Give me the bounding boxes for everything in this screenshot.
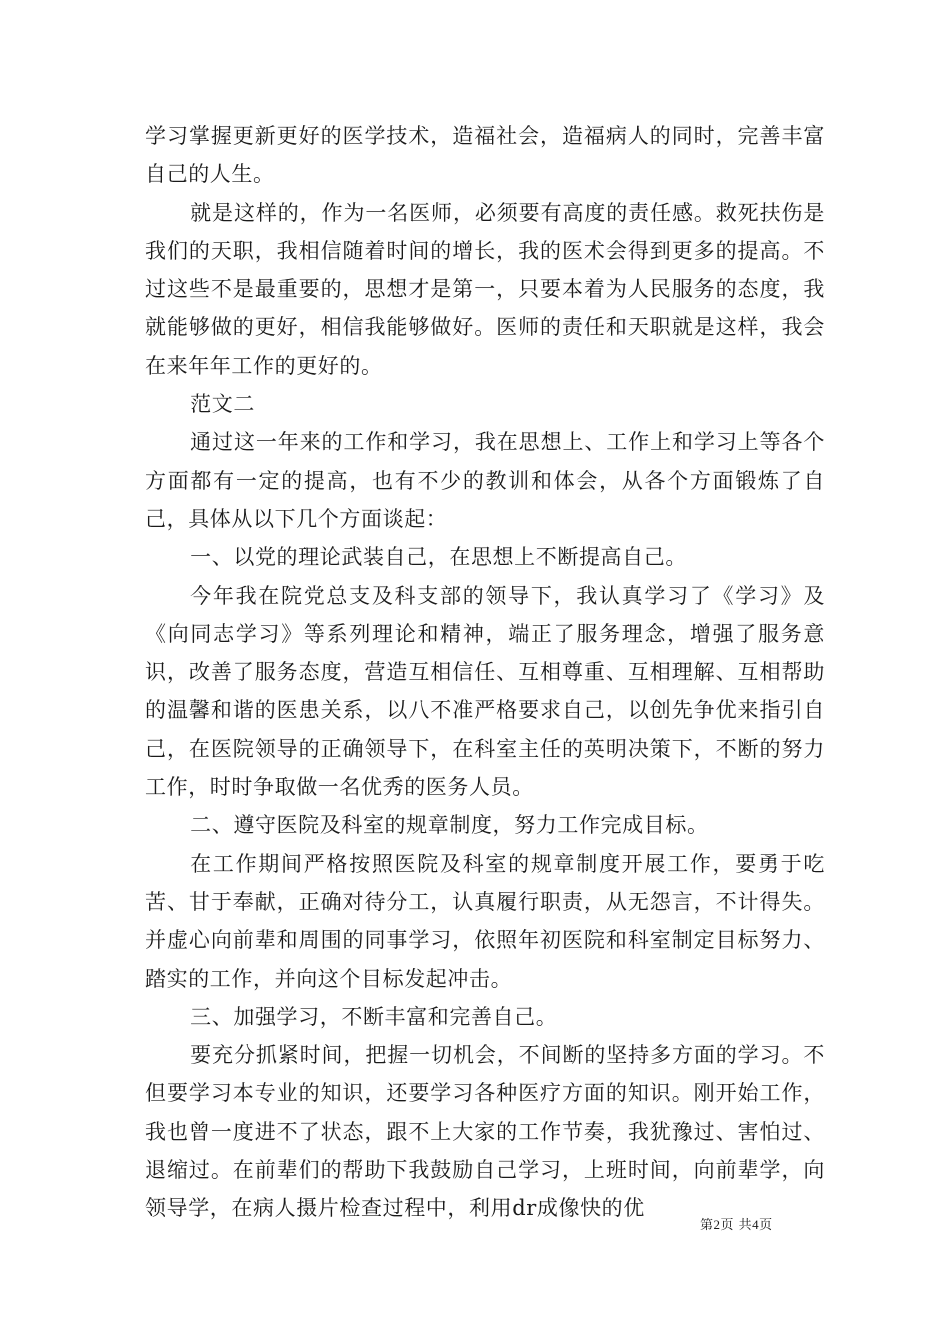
paragraph-point-two: 在工作期间严格按照医院及科室的规章制度开展工作，要勇于吃苦、甘于奉献，正确对待分工，认真履行职责，从无怨言，不计得失。并虚心向前辈和周围的同事学习，依照年初医院和科室制定目标努力、踏实的工作，并向这个目标发起冲击。 xyxy=(145,851,825,991)
section-heading-sample-two: 范文二 xyxy=(190,392,255,417)
footer-prefix: 第 xyxy=(700,1218,714,1233)
paragraph-intro: 通过这一年来的工作和学习，我在思想上、工作上和学习上等各个方面都有一定的提高，也有不少的教训和体会，从各个方面锻炼了自己，具体从以下几个方面谈起： xyxy=(145,430,825,531)
document-body xyxy=(145,117,825,1228)
paragraph-continuation: 学习掌握更新更好的医学技术，造福社会，造福病人的同时，完善丰富自己的人生。 xyxy=(145,124,825,187)
heading-point-one: 一、以党的理论武装自己，在思想上不断提高自己。 xyxy=(190,545,687,570)
paragraph-point-three: 要充分抓紧时间，把握一切机会，不间断的坚持多方面的学习。不但要学习本专业的知识，还要学习各种医疗方面的知识。刚开始工作，我也曾一度进不了状态，跟不上大家的工作节奏，我犹豫过、害怕过、退缩过。在前辈们的帮助下我鼓励自己学习，上班时间，向前辈学，向领导学，在病人摄片检查过程中，利用dr成像快的优 xyxy=(145,1043,825,1221)
footer-middle: 页 共 xyxy=(720,1218,753,1233)
footer-suffix: 页 xyxy=(759,1218,773,1233)
heading-point-three: 三、加强学习，不断丰富和完善自己。 xyxy=(190,1004,558,1029)
footer-current-page: 2 xyxy=(713,1217,721,1232)
footer-total-pages: 4 xyxy=(752,1217,760,1232)
paragraph-point-one: 今年我在院党总支及科支部的领导下，我认真学习了《学习》及《向同志学习》等系列理论和精神，端正了服务理念，增强了服务意识，改善了服务态度，营造互相信任、互相尊重、互相理解、互相帮助的温馨和谐的医患关系，以八不准严格要求自己，以创先争优来指引自己，在医院领导的正确领导下，在科室主任的英明决策下，不断的努力工作，时时争取做一名优秀的医务人员。 xyxy=(145,583,825,800)
heading-point-two: 二、遵守医院及科室的规章制度，努力工作完成目标。 xyxy=(190,813,709,838)
paragraph-responsibility: 就是这样的，作为一名医师，必须要有高度的责任感。救死扶伤是我们的天职，我相信随着时间的增长，我的医术会得到更多的提高。不过这些不是最重要的，思想才是第一，只要本着为人民服务的态度，我就能够做的更好，相信我能够做好。医师的责任和天职就是这样，我会在来年年工作的更好的。 xyxy=(145,200,825,378)
page-number-footer xyxy=(700,1217,830,1234)
